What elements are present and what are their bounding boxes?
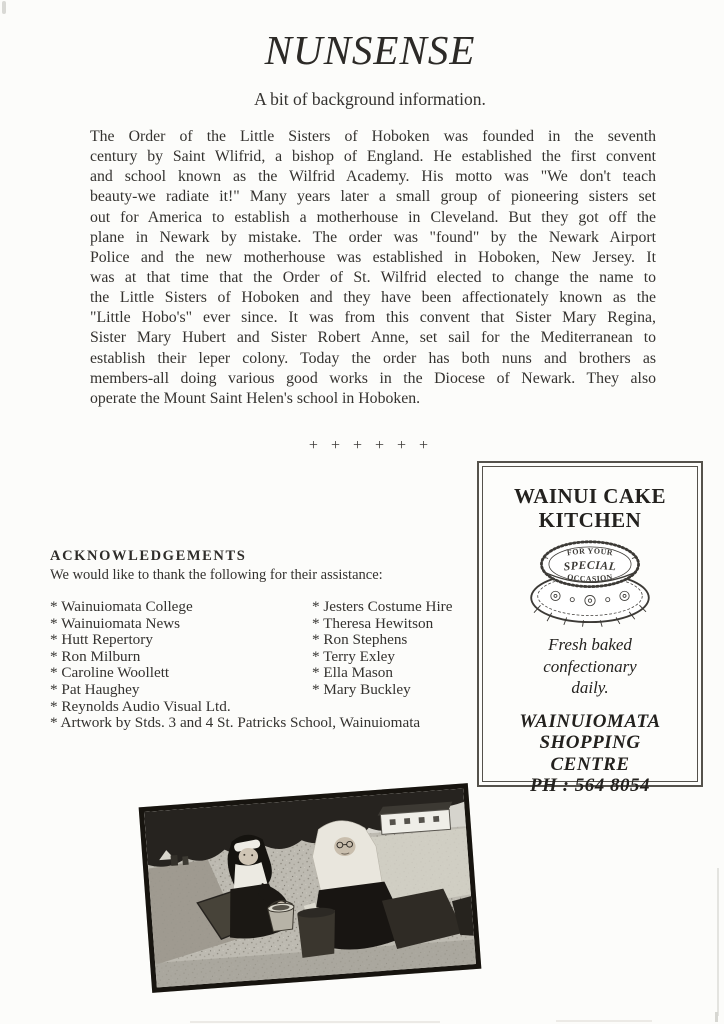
advert-title <box>483 484 697 532</box>
scan-artifact-right-edge <box>717 868 719 1016</box>
advert-inner-border <box>482 466 698 796</box>
list-item: * Mary Buckley <box>312 680 411 698</box>
list-item: * Ella Mason <box>312 664 393 682</box>
list-item: * Ron Milburn <box>50 647 141 665</box>
list-item: * Jesters Costume Hire <box>312 598 453 615</box>
page-title: NUNSENSE <box>264 27 476 73</box>
list-item: * Pat Haughey <box>50 680 140 698</box>
advert-tagline-line3: daily. <box>571 678 609 697</box>
advert-phone: PH : 564 8054 <box>530 775 650 796</box>
advert-title-line2: KITCHEN <box>538 508 642 532</box>
list-item: * Wainuiomata News <box>50 614 181 632</box>
intro-line: members-all doing various good works in the Diocese of Newark. They also <box>90 369 656 387</box>
list-item: * Caroline Woollett <box>50 664 170 682</box>
cake-text-line2: SPECIAL <box>562 558 617 574</box>
cake-text-line3: OCCASION <box>566 572 614 584</box>
intro-line: Police and the new motherhouse was established in Hoboken, New Jersey. It <box>90 248 656 266</box>
scan-artifact-bottom-1 <box>190 1021 440 1023</box>
advert-location <box>483 711 697 797</box>
intro-line: century by Saint Wlifrid, a bishop of England. He established the first convent <box>90 148 656 166</box>
intro-line: operate the Mount Saint Helen's school in Hoboken. <box>90 389 421 407</box>
intro-line: establish their leper colony. Today the order has both nuns and brothers as <box>90 349 656 367</box>
advert-location-line1: WAINUIOMATA <box>519 710 661 732</box>
list-item: * Artwork by Stds. 3 and 4 St. Patricks School, Wainuiomata <box>50 714 421 732</box>
intro-line: beauty-we radiate it!" Many years later a small group of pioneering sisters set <box>90 188 656 206</box>
plus-separator: + + + + + + <box>308 437 432 454</box>
cake-illustration <box>483 534 697 633</box>
intro-line: Sister Mary Hubert and Sister Robert Anne, set sail for the Mediterranean to <box>90 329 656 347</box>
advert-tagline <box>483 634 697 699</box>
list-item: * Hutt Repertory <box>50 631 153 649</box>
advert-location-line2: SHOPPING <box>539 732 641 753</box>
advert-location-line3: CENTRE <box>550 753 630 775</box>
cake-text-line1: FOR YOUR <box>566 546 614 558</box>
list-item: * Wainuiomata College <box>50 598 193 615</box>
intro-paragraph <box>90 127 656 409</box>
nuns-photo-image <box>144 789 476 988</box>
background-building <box>377 802 454 835</box>
list-item: * Terry Exley <box>312 647 396 665</box>
scan-artifact-bottom-2 <box>556 1020 652 1022</box>
cake-icon <box>520 534 660 628</box>
list-item: * Ron Stephens <box>312 631 408 649</box>
acknowledgements-heading: ACKNOWLEDGEMENTS <box>50 548 247 564</box>
intro-line: "Little Hobo's" ever since. It was from this convent that Sister Mary Regina, <box>90 309 656 327</box>
intro-line: The Order of the Little Sisters of Hoboken was founded in the seventh <box>90 128 656 145</box>
acknowledgements-subheading: We would like to thank the following for their assistance: <box>50 567 383 583</box>
advert-tagline-line2: confectionary <box>543 656 637 676</box>
nuns-photo <box>139 783 482 993</box>
advert-tagline-line1: Fresh baked <box>548 635 632 654</box>
intro-line: and school known as the Wilfrid Academy. His motto was "We don't teach <box>90 168 656 186</box>
scan-artifact-top-left <box>2 1 6 14</box>
intro-line: the Little Sisters of Hoboken and they have been affectionately known as the <box>90 289 656 307</box>
svg-text:SPECIAL <box>563 559 617 574</box>
intro-line: plane in Newark by mistake. The order was "found" by the Newark Airport <box>90 228 656 246</box>
list-item: * Reynolds Audio Visual Ltd. <box>50 697 231 715</box>
acknowledgements-list-right <box>312 599 452 699</box>
intro-line: was at that time that the Order of St. Wilfrid elected to change the name to <box>90 268 656 286</box>
page-subtitle: A bit of background information. <box>254 89 486 109</box>
advert-wainui-cake-kitchen <box>477 461 703 796</box>
intro-line: out for America to establish a motherhouse in Cleveland. But they got off the <box>90 208 656 226</box>
scan-artifact-right-corner <box>715 1012 718 1022</box>
advert-title-line1: WAINUI CAKE <box>514 484 666 508</box>
list-item: * Theresa Hewitson <box>312 614 434 632</box>
